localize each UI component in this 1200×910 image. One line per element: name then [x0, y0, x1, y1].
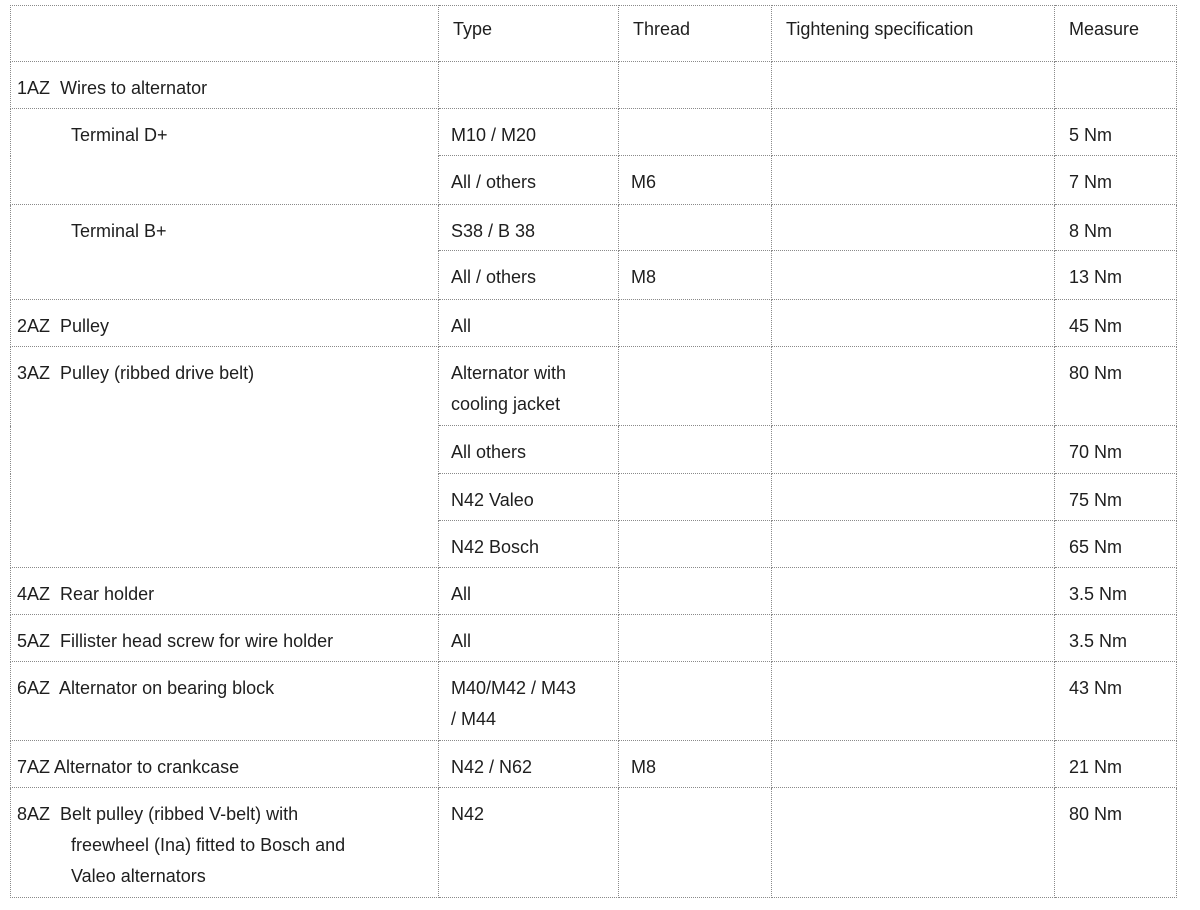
component-cell	[11, 615, 439, 662]
thread-cell	[619, 347, 772, 426]
tightening-cell	[772, 205, 1055, 251]
header-thread: Thread	[619, 6, 772, 62]
type-cell: N42	[439, 788, 619, 898]
type-cell: N42 / N62	[439, 741, 619, 788]
component-label: Wires to alternator	[60, 78, 208, 98]
component-label: Terminal D+	[71, 125, 168, 145]
table-row	[11, 568, 1177, 615]
type-cell: N42 Bosch	[439, 521, 619, 568]
tightening-cell	[772, 300, 1055, 347]
measure-cell: 8 Nm	[1055, 205, 1177, 251]
item-code: 6AZ	[17, 678, 51, 698]
item-code: 4AZ	[17, 584, 51, 604]
item-code: 7AZ	[17, 757, 51, 777]
type-cell: M10 / M20	[439, 109, 619, 156]
type-line: Alternator with	[451, 363, 567, 383]
header-measure: Measure	[1055, 6, 1177, 62]
header-type: Type	[439, 6, 619, 62]
measure-cell: 80 Nm	[1055, 788, 1177, 898]
type-cell: N42 Valeo	[439, 474, 619, 521]
measure-cell: 3.5 Nm	[1055, 568, 1177, 615]
type-line: / M44	[451, 709, 497, 729]
component-cell	[11, 662, 439, 741]
table-row	[11, 109, 1177, 156]
table-row	[11, 205, 1177, 251]
tightening-torque-table	[10, 5, 1177, 898]
measure-cell: 13 Nm	[1055, 251, 1177, 300]
tightening-cell	[772, 662, 1055, 741]
thread-cell	[619, 109, 772, 156]
thread-cell	[619, 300, 772, 347]
header-component	[11, 6, 439, 62]
tightening-cell	[772, 347, 1055, 426]
thread-cell	[619, 568, 772, 615]
tightening-cell	[772, 521, 1055, 568]
component-cell	[11, 347, 439, 568]
type-line: M40/M42 / M43	[451, 678, 577, 698]
measure-cell: 80 Nm	[1055, 347, 1177, 426]
component-cell	[11, 741, 439, 788]
type-cell	[439, 662, 619, 741]
component-label: Pulley	[60, 316, 110, 336]
measure-cell: 70 Nm	[1055, 426, 1177, 474]
component-label: Alternator on bearing block	[59, 678, 275, 698]
measure-cell: 65 Nm	[1055, 521, 1177, 568]
thread-cell: M8	[619, 741, 772, 788]
tightening-cell	[772, 156, 1055, 205]
tightening-cell	[772, 568, 1055, 615]
item-code: 5AZ	[17, 631, 51, 651]
measure-cell	[1055, 62, 1177, 109]
component-cell	[11, 62, 439, 109]
tightening-cell	[772, 615, 1055, 662]
item-code: 8AZ	[17, 804, 51, 824]
tightening-cell	[772, 426, 1055, 474]
tightening-cell	[772, 109, 1055, 156]
component-label: Fillister head screw for wire holder	[60, 631, 334, 651]
component-label-continued: freewheel (Ina) fitted to Bosch and	[71, 835, 346, 855]
type-cell: S38 / B 38	[439, 205, 619, 251]
tightening-cell	[772, 251, 1055, 300]
thread-cell	[619, 615, 772, 662]
header-tightening: Tightening specification	[772, 6, 1055, 62]
table-row	[11, 615, 1177, 662]
tightening-cell	[772, 788, 1055, 898]
measure-cell: 45 Nm	[1055, 300, 1177, 347]
item-code: 1AZ	[17, 78, 51, 98]
tightening-cell	[772, 62, 1055, 109]
type-cell: All others	[439, 426, 619, 474]
thread-cell	[619, 788, 772, 898]
thread-cell	[619, 521, 772, 568]
tightening-cell	[772, 741, 1055, 788]
measure-cell: 21 Nm	[1055, 741, 1177, 788]
type-cell: All	[439, 615, 619, 662]
measure-cell: 43 Nm	[1055, 662, 1177, 741]
thread-cell	[619, 426, 772, 474]
type-cell: All	[439, 568, 619, 615]
component-label: Rear holder	[60, 584, 155, 604]
component-cell	[11, 568, 439, 615]
table-row	[11, 788, 1177, 898]
component-label-continued: Valeo alternators	[71, 866, 206, 886]
thread-cell: M6	[619, 156, 772, 205]
component-label: Belt pulley (ribbed V-belt) with	[60, 804, 299, 824]
item-code: 2AZ	[17, 316, 51, 336]
thread-cell	[619, 662, 772, 741]
table-row	[11, 62, 1177, 109]
tightening-cell	[772, 474, 1055, 521]
component-cell	[11, 300, 439, 347]
type-cell: All	[439, 300, 619, 347]
thread-cell	[619, 474, 772, 521]
thread-cell	[619, 205, 772, 251]
table-row	[11, 741, 1177, 788]
table-row	[11, 347, 1177, 426]
component-cell	[11, 109, 439, 205]
component-label: Terminal B+	[71, 221, 167, 241]
table-row	[11, 662, 1177, 741]
table-row	[11, 300, 1177, 347]
type-line: cooling jacket	[451, 394, 561, 414]
header-row	[11, 6, 1177, 62]
thread-cell: M8	[619, 251, 772, 300]
thread-cell	[619, 62, 772, 109]
measure-cell: 75 Nm	[1055, 474, 1177, 521]
component-label: Alternator to crankcase	[54, 757, 240, 777]
type-cell: All / others	[439, 156, 619, 205]
type-cell	[439, 347, 619, 426]
type-cell	[439, 62, 619, 109]
measure-cell: 7 Nm	[1055, 156, 1177, 205]
measure-cell: 3.5 Nm	[1055, 615, 1177, 662]
item-code: 3AZ	[17, 363, 51, 383]
type-cell: All / others	[439, 251, 619, 300]
component-label: Pulley (ribbed drive belt)	[60, 363, 255, 383]
component-cell	[11, 205, 439, 300]
component-cell	[11, 788, 439, 898]
measure-cell: 5 Nm	[1055, 109, 1177, 156]
